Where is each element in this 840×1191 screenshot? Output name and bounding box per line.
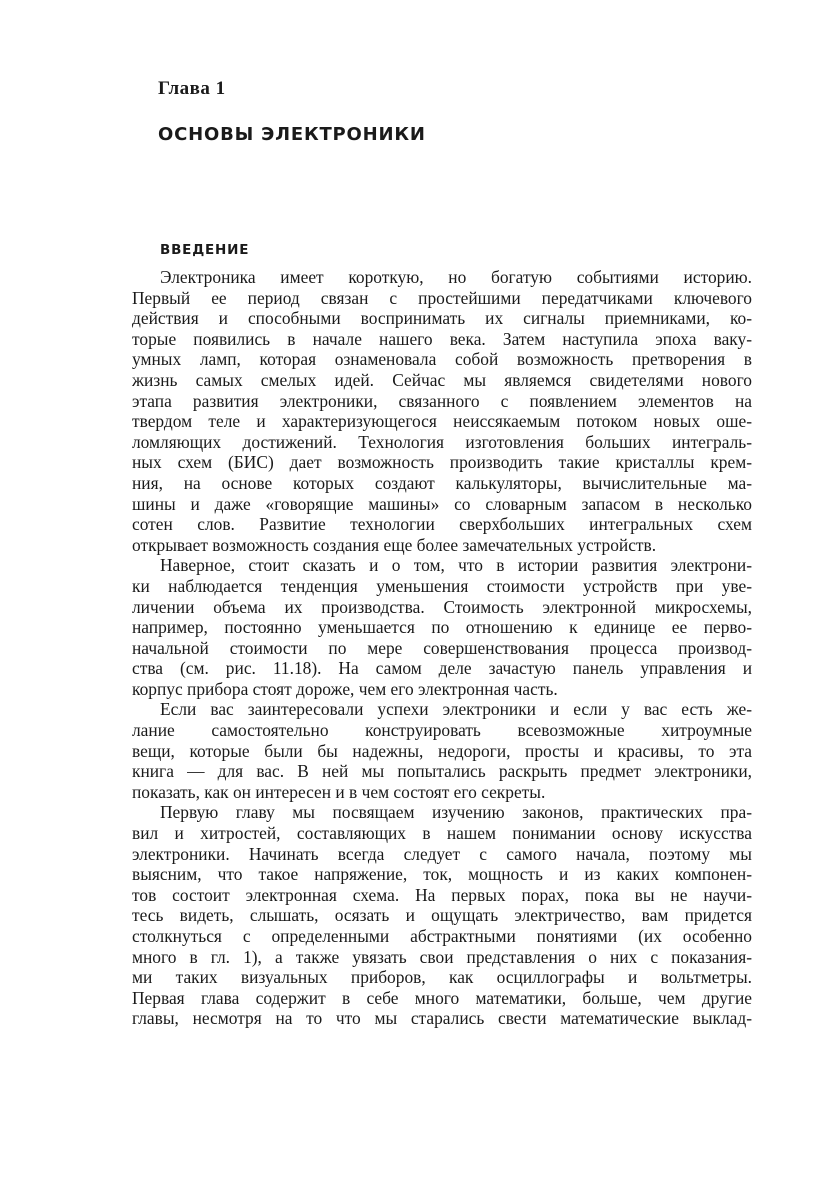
text-line: столкнуться с определенными абстрактными понятиями (их особенно [132, 926, 752, 946]
text-line: торые появились в начале нашего века. Затем наступила эпоха ваку- [132, 328, 752, 349]
text-line: ки наблюдается тенденция уменьшения стоимости устройств при уве- [132, 575, 752, 596]
text-line: вил и хитростей, составляющих в нашем понимании основу искусства [132, 823, 752, 844]
text-line: жизнь самых смелых идей. Сейчас мы являемся свидетелями нового [132, 369, 752, 390]
text-line: Первый ее период связан с простейшими передатчиками ключевого [132, 287, 752, 308]
text-line: действия и способными воспринимать их сигналы приемниками, ко- [132, 308, 752, 329]
text-line: книга — для вас. В ней мы попытались раскрыть предмет электроники, [132, 761, 752, 782]
text-line: открывает возможность создания еще более замечательных устройств. [132, 534, 657, 555]
text-line: тесь видеть, слышать, осязать и ощущать электричество, вам придется [132, 905, 752, 926]
text-line: личении объема их производства. Стоимость электронной микросхемы, [132, 596, 752, 617]
text-line: ми таких визуальных приборов, как осциллографы и вольтметры. [132, 967, 752, 988]
text-line: ства (см. рис. 11.18). На самом деле зачастую панель управления и [132, 658, 752, 679]
text-line: главы, несмотря на то что мы старались свести математические выклад- [132, 1008, 752, 1029]
text-line: Если вас заинтересовали успехи электроники и если у вас есть же- [160, 699, 752, 720]
text-line: Первую главу мы посвящаем изучению законов, практических пра- [160, 802, 752, 823]
text-line: показать, как он интересен и в чем состоят его секреты. [132, 781, 546, 802]
text-line: начальной стоимости по мере совершенствования процесса производ- [132, 637, 752, 658]
chapter-label: Глава 1 [158, 78, 226, 99]
text-line: Электроника имеет короткую, но богатую событиями историю. [160, 267, 752, 287]
text-line: например, постоянно уменьшается по отношению к единице ее перво- [132, 617, 752, 638]
text-line: ных схем (БИС) дает возможность производить такие кристаллы крем- [132, 452, 752, 473]
section-title: ВВЕДЕНИЕ [160, 242, 250, 258]
text-line: корпус прибора стоят дороже, чем его электронная часть. [132, 678, 558, 699]
text-line: ния, на основе которых создают калькуляторы, вычислительные ма- [132, 472, 752, 493]
text-line: лание самостоятельно конструировать всевозможные хитроумные [132, 720, 752, 741]
text-line: твердом теле и характеризующегося неиссякаемым потоком новых оше- [132, 411, 752, 432]
text-line: этапа развития электроники, связанного с появлением элементов на [132, 390, 752, 411]
text-line: шины и даже «говорящие машины» со словарным запасом в несколько [132, 493, 752, 514]
text-line: умных ламп, которая ознаменовала собой возможность претворения в [132, 349, 752, 370]
text-line: Наверное, стоит сказать и о том, что в истории развития электрони- [160, 555, 752, 576]
body-text [132, 267, 752, 1029]
text-line: сотен слов. Развитие технологии сверхбольших интегральных схем [132, 514, 752, 535]
text-line: много в гл. 1), а также увязать свои представления о них с показания- [132, 946, 752, 967]
chapter-title: ОСНОВЫ ЭЛЕКТРОНИКИ [158, 124, 426, 145]
text-line: ломляющих достижений. Технология изготовления больших интеграль- [132, 431, 752, 452]
text-line: вещи, которые были бы надежны, недороги, просты и красивы, то эта [132, 740, 752, 761]
text-line: выясним, что такое напряжение, ток, мощность и из каких компонен- [132, 864, 752, 885]
text-line: электроники. Начинать всегда следует с самого начала, поэтому мы [132, 843, 752, 864]
text-line: тов состоит электронная схема. На первых порах, пока вы не научи- [132, 884, 752, 905]
text-line: Первая глава содержит в себе много математики, больше, чем другие [132, 987, 752, 1008]
